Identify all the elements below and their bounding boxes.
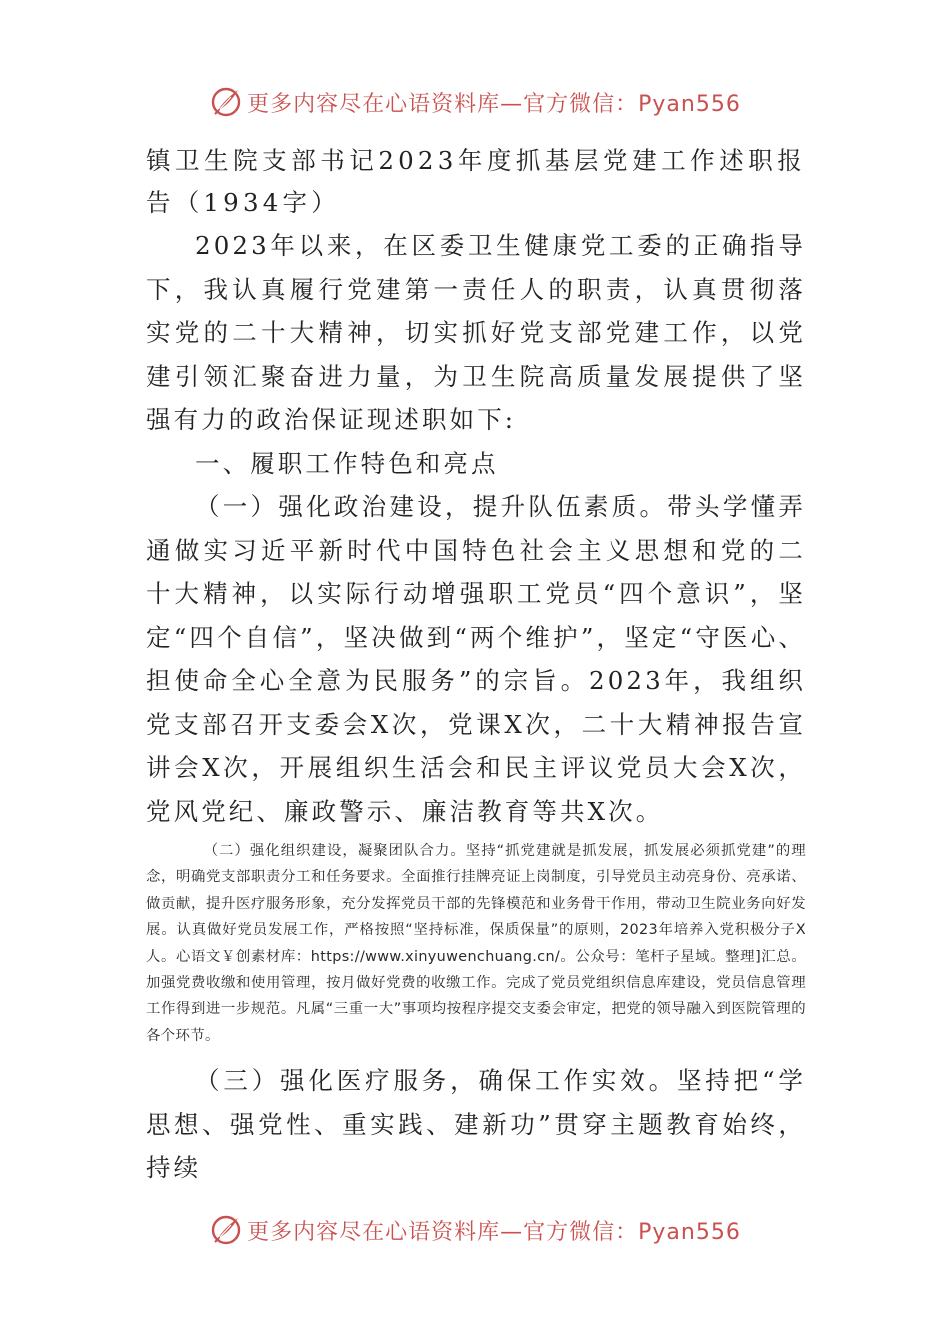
paragraph-organization-building: （二）强化组织建设，凝聚团队合力。坚持“抓党建就是抓发展，抓发展必须抓党建”的理念，明确党支部职责分工和任务要求。全面推行挂牌亮证上岗制度，引导党员主动亮身份、亮承诺、做贡献，提升医疗服务形象，充分发挥党员干部的先锋模范和业务骨干作用，带动卫生院业务向好发展。认真做好党员发展工作，严格按照“坚持标准，保质保量”的原则，2023年培养入党积极分子X人。心语文￥创素材库：https://www.xinyuwenchuang.cn/。公众号：笔杆子星域。整理]汇总。加强党费收缴和使用管理，按月做好党费的收缴工作。完成了党员党组织信息库建设，党员信息管理工作得到进一步规范。凡属“三重一大”事项均按程序提交支委会审定，把党的领导融入到医院管理的各个环节。	[146, 843, 806, 1044]
document-title: 镇卫生院支部书记2023年度抓基层党建工作述职报告（1934字）	[146, 146, 806, 217]
watermark-header	[0, 82, 950, 122]
watermark-footer	[0, 1210, 950, 1250]
paragraph-political-building: （一）强化政治建设，提升队伍素质。带头学懂弄通做实习近平新时代中国特色社会主义思想和党的二十大精神，以实际行动增强职工党员“四个意识”，坚定“四个自信”，坚决做到“两个维护”，坚定“守医心、担使命全心全意为民服务”的宗旨。2023年，我组织党支部召开支委会X次，党课X次，二十大精神报告宣讲会X次，开展组织生活会和民主评议党员大会X次，党风党纪、廉政警示、廉洁教育等共X次。	[146, 492, 806, 826]
watermark-text: 更多内容尽在心语资料库—官方微信：Pyan556	[247, 1219, 741, 1245]
section-heading: 一、履职工作特色和亮点	[195, 448, 499, 478]
quill-logo-icon	[209, 85, 243, 119]
intro-paragraph: 2023年以来，在区委卫生健康党工委的正确指导下，我认真履行党建第一责任人的职责，认真贯彻落实党的二十大精神，切实抓好党支部党建工作，以党建引领汇聚奋进力量，为卫生院高质量发展提供了坚强有力的政治保证现述职如下:	[146, 231, 806, 434]
watermark-text: 更多内容尽在心语资料库—官方微信：Pyan556	[247, 91, 741, 117]
quill-logo-icon	[209, 1213, 243, 1247]
paragraph-medical-service: （三）强化医疗服务，确保工作实效。坚持把“学思想、强党性、重实践、建新功”贯穿主题教育始终，持续	[146, 1066, 806, 1183]
document-body	[146, 140, 806, 1190]
